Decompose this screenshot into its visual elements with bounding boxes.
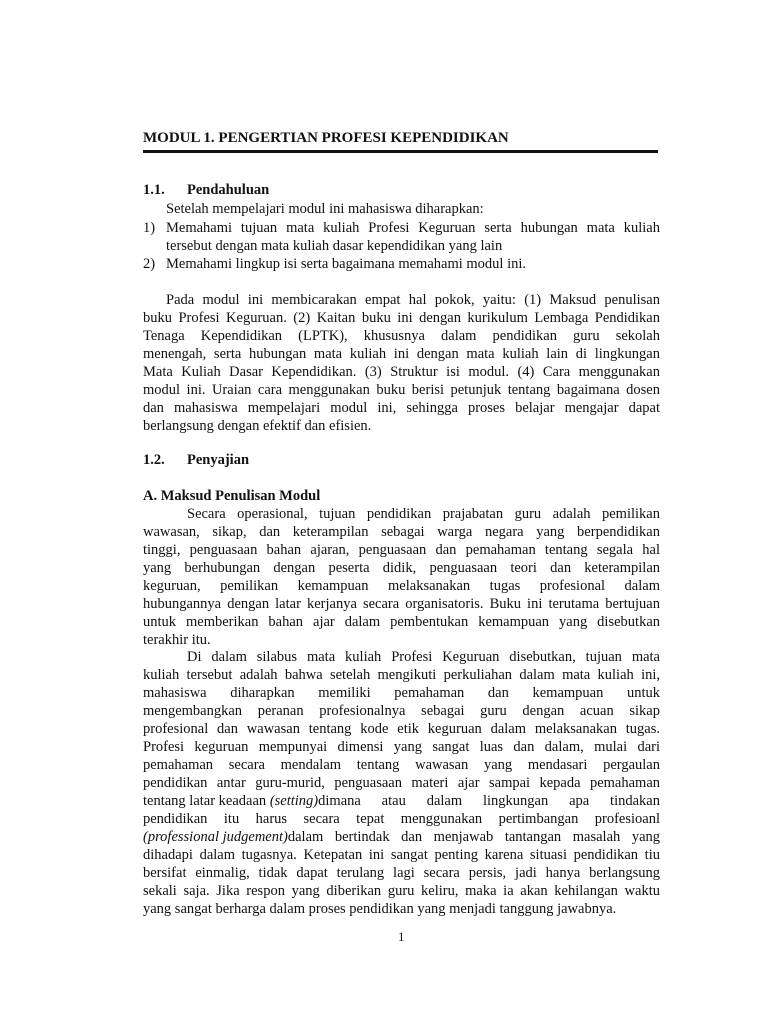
paragraph-line: Secara operasional, tujuan pendidikan prajabatan guru adalah pemilikan <box>187 506 660 522</box>
paragraph-line: Di dalam silabus mata kuliah Profesi Keguruan disebutkan, tujuan mata <box>187 649 660 665</box>
subsection-title: A. Maksud Penulisan Modul <box>143 488 321 504</box>
goal-line: Memahami lingkup isi serta bagaimana memahami modul ini. <box>166 256 527 272</box>
paragraph-line: buku Profesi Keguruan. (2) Kaitan buku ini dengan kurikulum Lembaga Pendidikan <box>143 310 660 326</box>
paragraph-line: tinggi, penguasaan bahan ajaran, penguasaan dan pemahaman tentang segala hal <box>143 542 660 558</box>
paragraph-line: Profesi keguruan mempunyai dimensi yang sangat luas dan dalam, mulai dari <box>143 739 660 755</box>
section-title: Pendahuluan <box>187 182 270 198</box>
page-number: 1 <box>398 929 405 944</box>
paragraph-line: menengah, serta hubungan mata kuliah ini dengan mata kuliah lain di lingkungan <box>143 346 660 362</box>
paragraph-line: Tenaga Kependidikan (LPTK), khususnya dalam pendidikan guru sekolah <box>143 328 660 344</box>
section-number: 1.2. <box>143 452 165 468</box>
paragraph-line: pendidikan itu harus secara tepat menggunakan pertimbangan profesioanl <box>143 811 660 827</box>
paragraph-line-mixed <box>143 828 660 846</box>
paragraph-line: sekali saja. Jika respon yang diberikan guru keliru, maka ia akan kehilangan waktu <box>143 883 660 899</box>
paragraph-line: dihadapi dalam tugasnya. Ketepatan ini sangat penting karena situasi pendidikan tiu <box>143 847 660 863</box>
italic-term: (setting) <box>269 793 319 809</box>
goal-number: 1) <box>143 220 156 236</box>
title-rule <box>143 150 658 153</box>
text-run: tentang latar keadaan <box>143 793 270 809</box>
paragraph-line: terakhir itu. <box>143 632 211 648</box>
goal-line: tersebut dengan mata kuliah dasar kependidikan yang lain <box>166 238 503 254</box>
paragraph-line: modul ini. Uraian cara menggunakan buku berisi petunjuk tentang bagaimana dosen <box>143 382 660 398</box>
paragraph-line: keguruan, pemilikan kemampuan melaksanakan tugas profesional dalam <box>143 578 660 594</box>
paragraph-line: kuliah tersebut adalah bahwa setelah mengikuti perkuliahan dalam mata kuliah ini, <box>143 667 660 683</box>
section-title: Penyajian <box>187 452 250 468</box>
paragraph-line: mengembangkan peranan profesionalnya sebagai guru dengan acuan sikap <box>143 703 660 719</box>
paragraph-line: pemahaman secara mendalam tentang wawasan yang mendasari pergaulan <box>143 757 660 773</box>
section-intro: Setelah mempelajari modul ini mahasiswa diharapkan: <box>166 201 484 217</box>
paragraph-line: mahasiswa diharapkan memiliki pemahaman dan kemampuan untuk <box>143 685 660 701</box>
section-number: 1.1. <box>143 182 165 198</box>
paragraph-line: Mata Kuliah Dasar Kependidikan. (3) Struktur isi modul. (4) Cara menggunakan <box>143 364 660 380</box>
paragraph-line: yang sangat berharga dalam proses pendidikan yang menjadi tanggung jawabnya. <box>143 901 617 917</box>
goal-line: Memahami tujuan mata kuliah Profesi Keguruan serta hubungan mata kuliah <box>166 220 660 236</box>
paragraph-line: untuk memberikan bahan ajar dalam pembentukan kemampuan yang disebutkan <box>143 614 660 630</box>
paragraph-line-mixed <box>143 792 660 810</box>
paragraph-line: yang berhubungan dengan peserta didik, penguasaan teori dan keterampilan <box>143 560 660 576</box>
paragraph-line: profesional dan wawasan tentang kode etik keguruan dalam melaksanakan tugas. <box>143 721 660 737</box>
paragraph-line: Pada modul ini membicarakan empat hal pokok, yaitu: (1) Maksud penulisan <box>166 292 660 308</box>
paragraph-line: dan mahasiswa mempelajari modul ini, sehingga proses belajar mengajar dapat <box>143 400 660 416</box>
italic-term: (professional judgement) <box>143 829 288 845</box>
text-run: dimana atau dalam lingkungan apa tindakan <box>318 793 660 809</box>
text-run: dalam bertindak dan menjawab tantangan masalah yang <box>287 829 660 845</box>
paragraph-line: pendidikan antar guru-murid, penguasaan materi ajar sampai kepada pemahaman <box>143 775 660 791</box>
module-title: MODUL 1. PENGERTIAN PROFESI KEPENDIDIKAN <box>143 130 509 146</box>
paragraph-line: wawasan, sikap, dan keterampilan sebagai warga negara yang berpendidikan <box>143 524 660 540</box>
paragraph-line: hubungannya dengan latar kerjanya secara organisatoris. Buku ini terutama bertujuan <box>143 596 660 612</box>
paragraph-line: berlangsung dengan efektif dan efisien. <box>143 418 372 434</box>
paragraph-line: bersifat einmalig, tidak dapat terulang lagi secara persis, jadi hanya berlangsung <box>143 865 660 881</box>
goal-number: 2) <box>143 256 156 272</box>
